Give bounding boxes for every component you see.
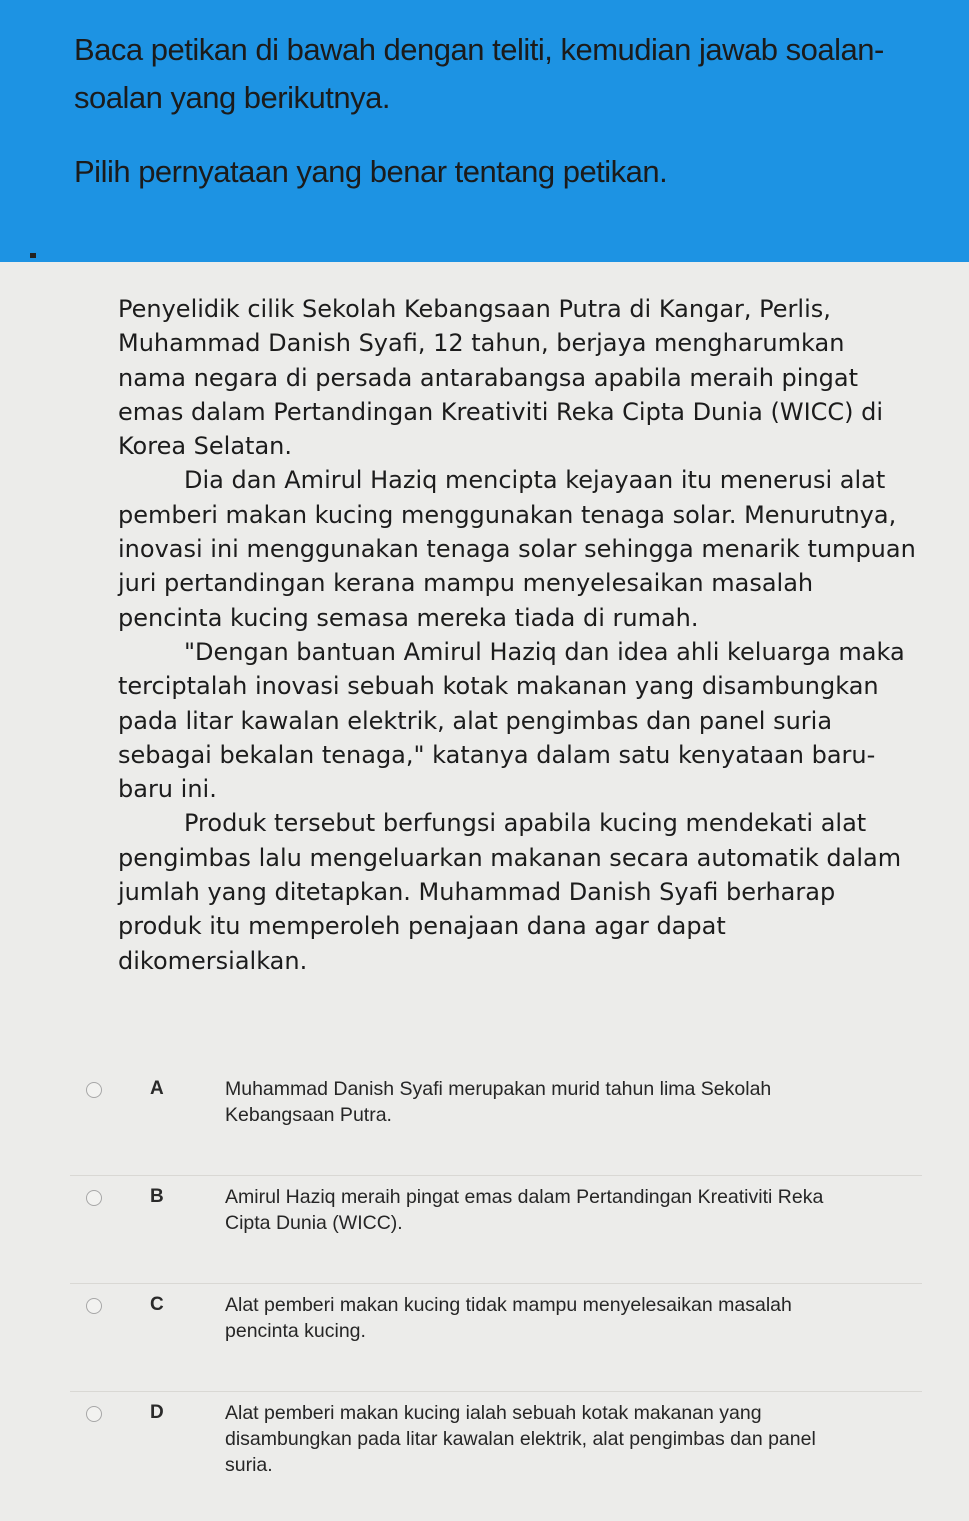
option-c[interactable] — [70, 1283, 922, 1391]
option-a[interactable] — [70, 1068, 922, 1175]
option-text[interactable]: Alat pemberi makan kucing tidak mampu menyelesaikan masalah pencinta kucing. — [225, 1294, 792, 1342]
passage-paragraph-4: Produk tersebut berfungsi apabila kucing mendekati alat pengimbas lalu mengeluarkan makanan secara automatik dalam jumlah yang ditetapkan. Muhammad Danish Syafi berharap produk itu memperoleh penajaan dana agar dapat dikomersialkan. — [118, 809, 902, 975]
radio-button-a[interactable] — [86, 1082, 102, 1098]
option-text[interactable]: Amirul Haziq meraih pingat emas dalam Pertandingan Kreativiti Reka Cipta Dunia (WICC). — [225, 1186, 824, 1234]
question-header — [0, 0, 969, 262]
option-letter: D — [150, 1402, 164, 1423]
question-prompt: Pilih pernyataan yang benar tentang petikan. — [74, 154, 668, 189]
passage-text — [118, 292, 918, 978]
radio-button-d[interactable] — [86, 1406, 102, 1422]
option-b[interactable] — [70, 1175, 922, 1283]
instruction-text: Baca petikan di bawah dengan teliti, kemudian jawab soalan-soalan yang berikutnya. — [74, 32, 884, 115]
header-tick — [30, 253, 36, 258]
answer-options — [70, 1068, 922, 1499]
option-text[interactable]: Alat pemberi makan kucing ialah sebuah kotak makanan yang disambungkan pada litar kawalan elektrik, alat pengimbas dan panel suria. — [225, 1402, 816, 1476]
header-edge — [0, 240, 34, 264]
option-letter: A — [150, 1078, 164, 1099]
option-d[interactable] — [70, 1391, 922, 1499]
option-text[interactable]: Muhammad Danish Syafi merupakan murid tahun lima Sekolah Kebangsaan Putra. — [225, 1078, 772, 1126]
radio-button-b[interactable] — [86, 1190, 102, 1206]
passage-paragraph-2: Dia dan Amirul Haziq mencipta kejayaan itu menerusi alat pemberi makan kucing menggunakan tenaga solar. Menurutnya, inovasi ini menggunakan tenaga solar sehingga menarik tumpuan juri pertandingan kerana mampu menyelesaikan masalah pencinta kucing semasa mereka tiada di rumah. — [118, 466, 916, 632]
option-letter: C — [150, 1294, 164, 1315]
passage-paragraph-3: "Dengan bantuan Amirul Haziq dan idea ahli keluarga maka terciptalah inovasi sebuah kotak makanan yang disambungkan pada litar kawalan elektrik, alat pengimbas dan panel suria sebagai bekalan tenaga," katanya dalam satu kenyataan baru-baru ini. — [118, 637, 905, 804]
radio-button-c[interactable] — [86, 1298, 102, 1314]
option-letter: B — [150, 1186, 164, 1207]
passage-paragraph-1: Penyelidik cilik Sekolah Kebangsaan Putra di Kangar, Perlis, Muhammad Danish Syafi, 12 tahun, berjaya mengharumkan nama negara di persada antarabangsa apabila meraih pingat emas dalam Pertandingan Kreativiti Reka Cipta Dunia (WICC) di Korea Selatan. — [118, 295, 884, 461]
